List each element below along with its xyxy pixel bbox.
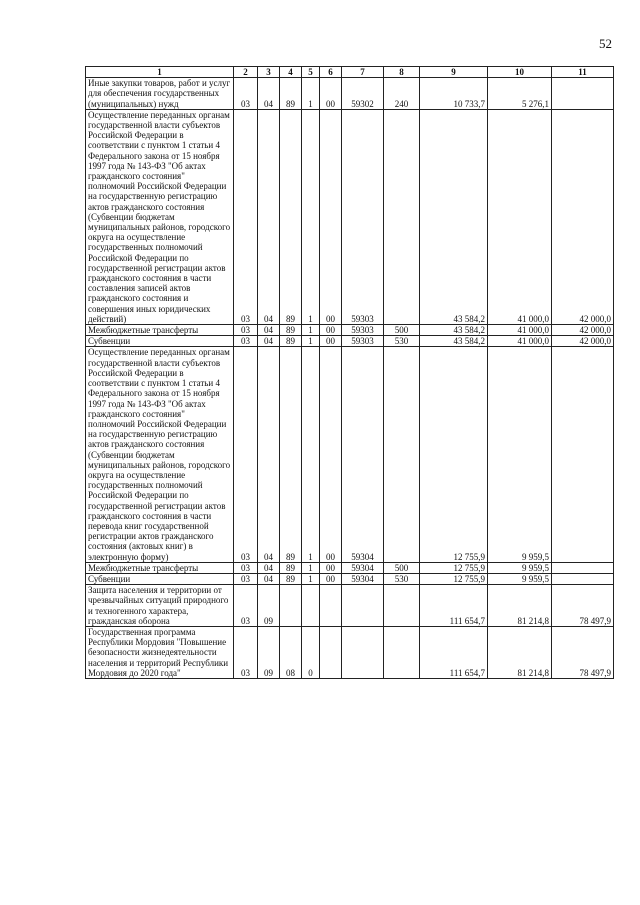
amount-cell: 78 497,9 [552,585,614,627]
code-cell: 04 [258,109,280,324]
table-row [86,562,614,573]
code-cell: 89 [280,109,302,324]
amount-cell [552,562,614,573]
col-header: 3 [258,67,280,78]
code-cell: 00 [320,109,342,324]
amount-cell: 12 755,9 [420,347,488,562]
code-cell [302,585,320,627]
table-row [86,325,614,336]
row-name: Субвенции [86,336,234,347]
col-header: 10 [488,67,552,78]
code-cell: 89 [280,573,302,584]
code-cell: 09 [258,585,280,627]
code-cell: 59303 [342,325,384,336]
row-name: Иные закупки товаров, работ и услуг для обеспечения государственных (муниципальных) нужд [86,78,234,110]
amount-cell: 81 214,8 [488,585,552,627]
code-cell: 03 [234,78,258,110]
code-cell: 1 [302,562,320,573]
col-header: 5 [302,67,320,78]
code-cell: 89 [280,78,302,110]
code-cell: 09 [258,626,280,678]
table-row [86,347,614,562]
code-cell [280,585,302,627]
code-cell: 89 [280,347,302,562]
code-cell: 59304 [342,573,384,584]
col-header: 7 [342,67,384,78]
code-cell: 530 [384,336,420,347]
code-cell: 00 [320,325,342,336]
col-header: 1 [86,67,234,78]
code-cell: 03 [234,347,258,562]
table-header-row [86,67,614,78]
code-cell: 03 [234,109,258,324]
code-cell: 04 [258,347,280,562]
code-cell: 1 [302,336,320,347]
code-cell: 04 [258,573,280,584]
col-header: 6 [320,67,342,78]
table-row [86,585,614,627]
table-row [86,109,614,324]
code-cell: 59304 [342,562,384,573]
table-row [86,336,614,347]
row-name: Субвенции [86,573,234,584]
amount-cell [552,78,614,110]
col-header: 8 [384,67,420,78]
row-name: Осуществление переданных органам государственной власти субъектов Российской Федерации в соответствии с пунктом 1 статьи 4 Федерального закона от 15 ноября 1997 года № 143-ФЗ "Об актах гражданского состояния" полномочий Российской Федерации на государственную регистрацию актов гражданского состояния (Субвенции бюджетам муниципальных районов, городского округа на осуществление государственных полномочий Российской Федерации по государственной регистрации актов гражданского состояния в части перевода книг государственной регистрации актов гражданского состояния (актовых книг) в электронную форму) [86,347,234,562]
amount-cell: 42 000,0 [552,325,614,336]
code-cell [342,626,384,678]
amount-cell: 43 584,2 [420,336,488,347]
table-row [86,573,614,584]
code-cell: 500 [384,562,420,573]
code-cell: 03 [234,626,258,678]
code-cell [342,585,384,627]
col-header: 9 [420,67,488,78]
amount-cell: 111 654,7 [420,585,488,627]
code-cell: 1 [302,573,320,584]
row-name: Межбюджетные трансферты [86,562,234,573]
row-name: Государственная программа Республики Мордовия "Повышение безопасности жизнедеятельности населения и территорий Республики Мордовия до 2020 года" [86,626,234,678]
amount-cell: 81 214,8 [488,626,552,678]
code-cell [384,626,420,678]
code-cell: 59303 [342,109,384,324]
amount-cell: 42 000,0 [552,336,614,347]
amount-cell: 111 654,7 [420,626,488,678]
code-cell: 500 [384,325,420,336]
code-cell [320,585,342,627]
row-name: Осуществление переданных органам государственной власти субъектов Российской Федерации в соответствии с пунктом 1 статьи 4 Федерального закона от 15 ноября 1997 года № 143-ФЗ "Об актах гражданского состояния" полномочий Российской Федерации на государственную регистрацию актов гражданского состояния (Субвенции бюджетам муниципальных районов, городского округа на осуществление государственных полномочий Российской Федерации по государственной регистрации актов гражданского состояния в части составления записей актов гражданского состояния и совершения иных юридических действий) [86,109,234,324]
code-cell: 240 [384,78,420,110]
table-row [86,78,614,110]
code-cell: 00 [320,573,342,584]
code-cell: 03 [234,585,258,627]
col-header: 11 [552,67,614,78]
amount-cell [552,573,614,584]
code-cell: 03 [234,562,258,573]
code-cell: 03 [234,325,258,336]
col-header: 2 [234,67,258,78]
code-cell: 04 [258,78,280,110]
table-row [86,626,614,678]
amount-cell: 78 497,9 [552,626,614,678]
amount-cell: 9 959,5 [488,347,552,562]
code-cell: 89 [280,562,302,573]
amount-cell: 41 000,0 [488,336,552,347]
amount-cell: 12 755,9 [420,562,488,573]
amount-cell: 43 584,2 [420,109,488,324]
code-cell: 1 [302,325,320,336]
code-cell: 1 [302,109,320,324]
code-cell [384,109,420,324]
code-cell: 00 [320,562,342,573]
amount-cell: 9 959,5 [488,562,552,573]
amount-cell: 10 733,7 [420,78,488,110]
code-cell: 59303 [342,336,384,347]
code-cell: 00 [320,347,342,562]
code-cell: 04 [258,325,280,336]
amount-cell: 42 000,0 [552,109,614,324]
amount-cell: 41 000,0 [488,325,552,336]
code-cell: 03 [234,573,258,584]
code-cell [320,626,342,678]
code-cell [384,347,420,562]
code-cell: 89 [280,325,302,336]
code-cell: 08 [280,626,302,678]
code-cell: 0 [302,626,320,678]
code-cell [384,585,420,627]
amount-cell: 43 584,2 [420,325,488,336]
amount-cell: 9 959,5 [488,573,552,584]
code-cell: 1 [302,78,320,110]
col-header: 4 [280,67,302,78]
code-cell: 59302 [342,78,384,110]
amount-cell [552,347,614,562]
code-cell: 04 [258,336,280,347]
amount-cell: 12 755,9 [420,573,488,584]
code-cell: 00 [320,336,342,347]
code-cell: 530 [384,573,420,584]
code-cell: 89 [280,336,302,347]
code-cell: 00 [320,78,342,110]
page-number: 52 [599,36,612,51]
row-name: Защита населения и территории от чрезвычайных ситуаций природного и техногенного характера, гражданская оборона [86,585,234,627]
code-cell: 03 [234,336,258,347]
code-cell: 04 [258,562,280,573]
budget-table [85,66,614,679]
code-cell: 59304 [342,347,384,562]
code-cell: 1 [302,347,320,562]
amount-cell: 41 000,0 [488,109,552,324]
amount-cell: 5 276,1 [488,78,552,110]
row-name: Межбюджетные трансферты [86,325,234,336]
